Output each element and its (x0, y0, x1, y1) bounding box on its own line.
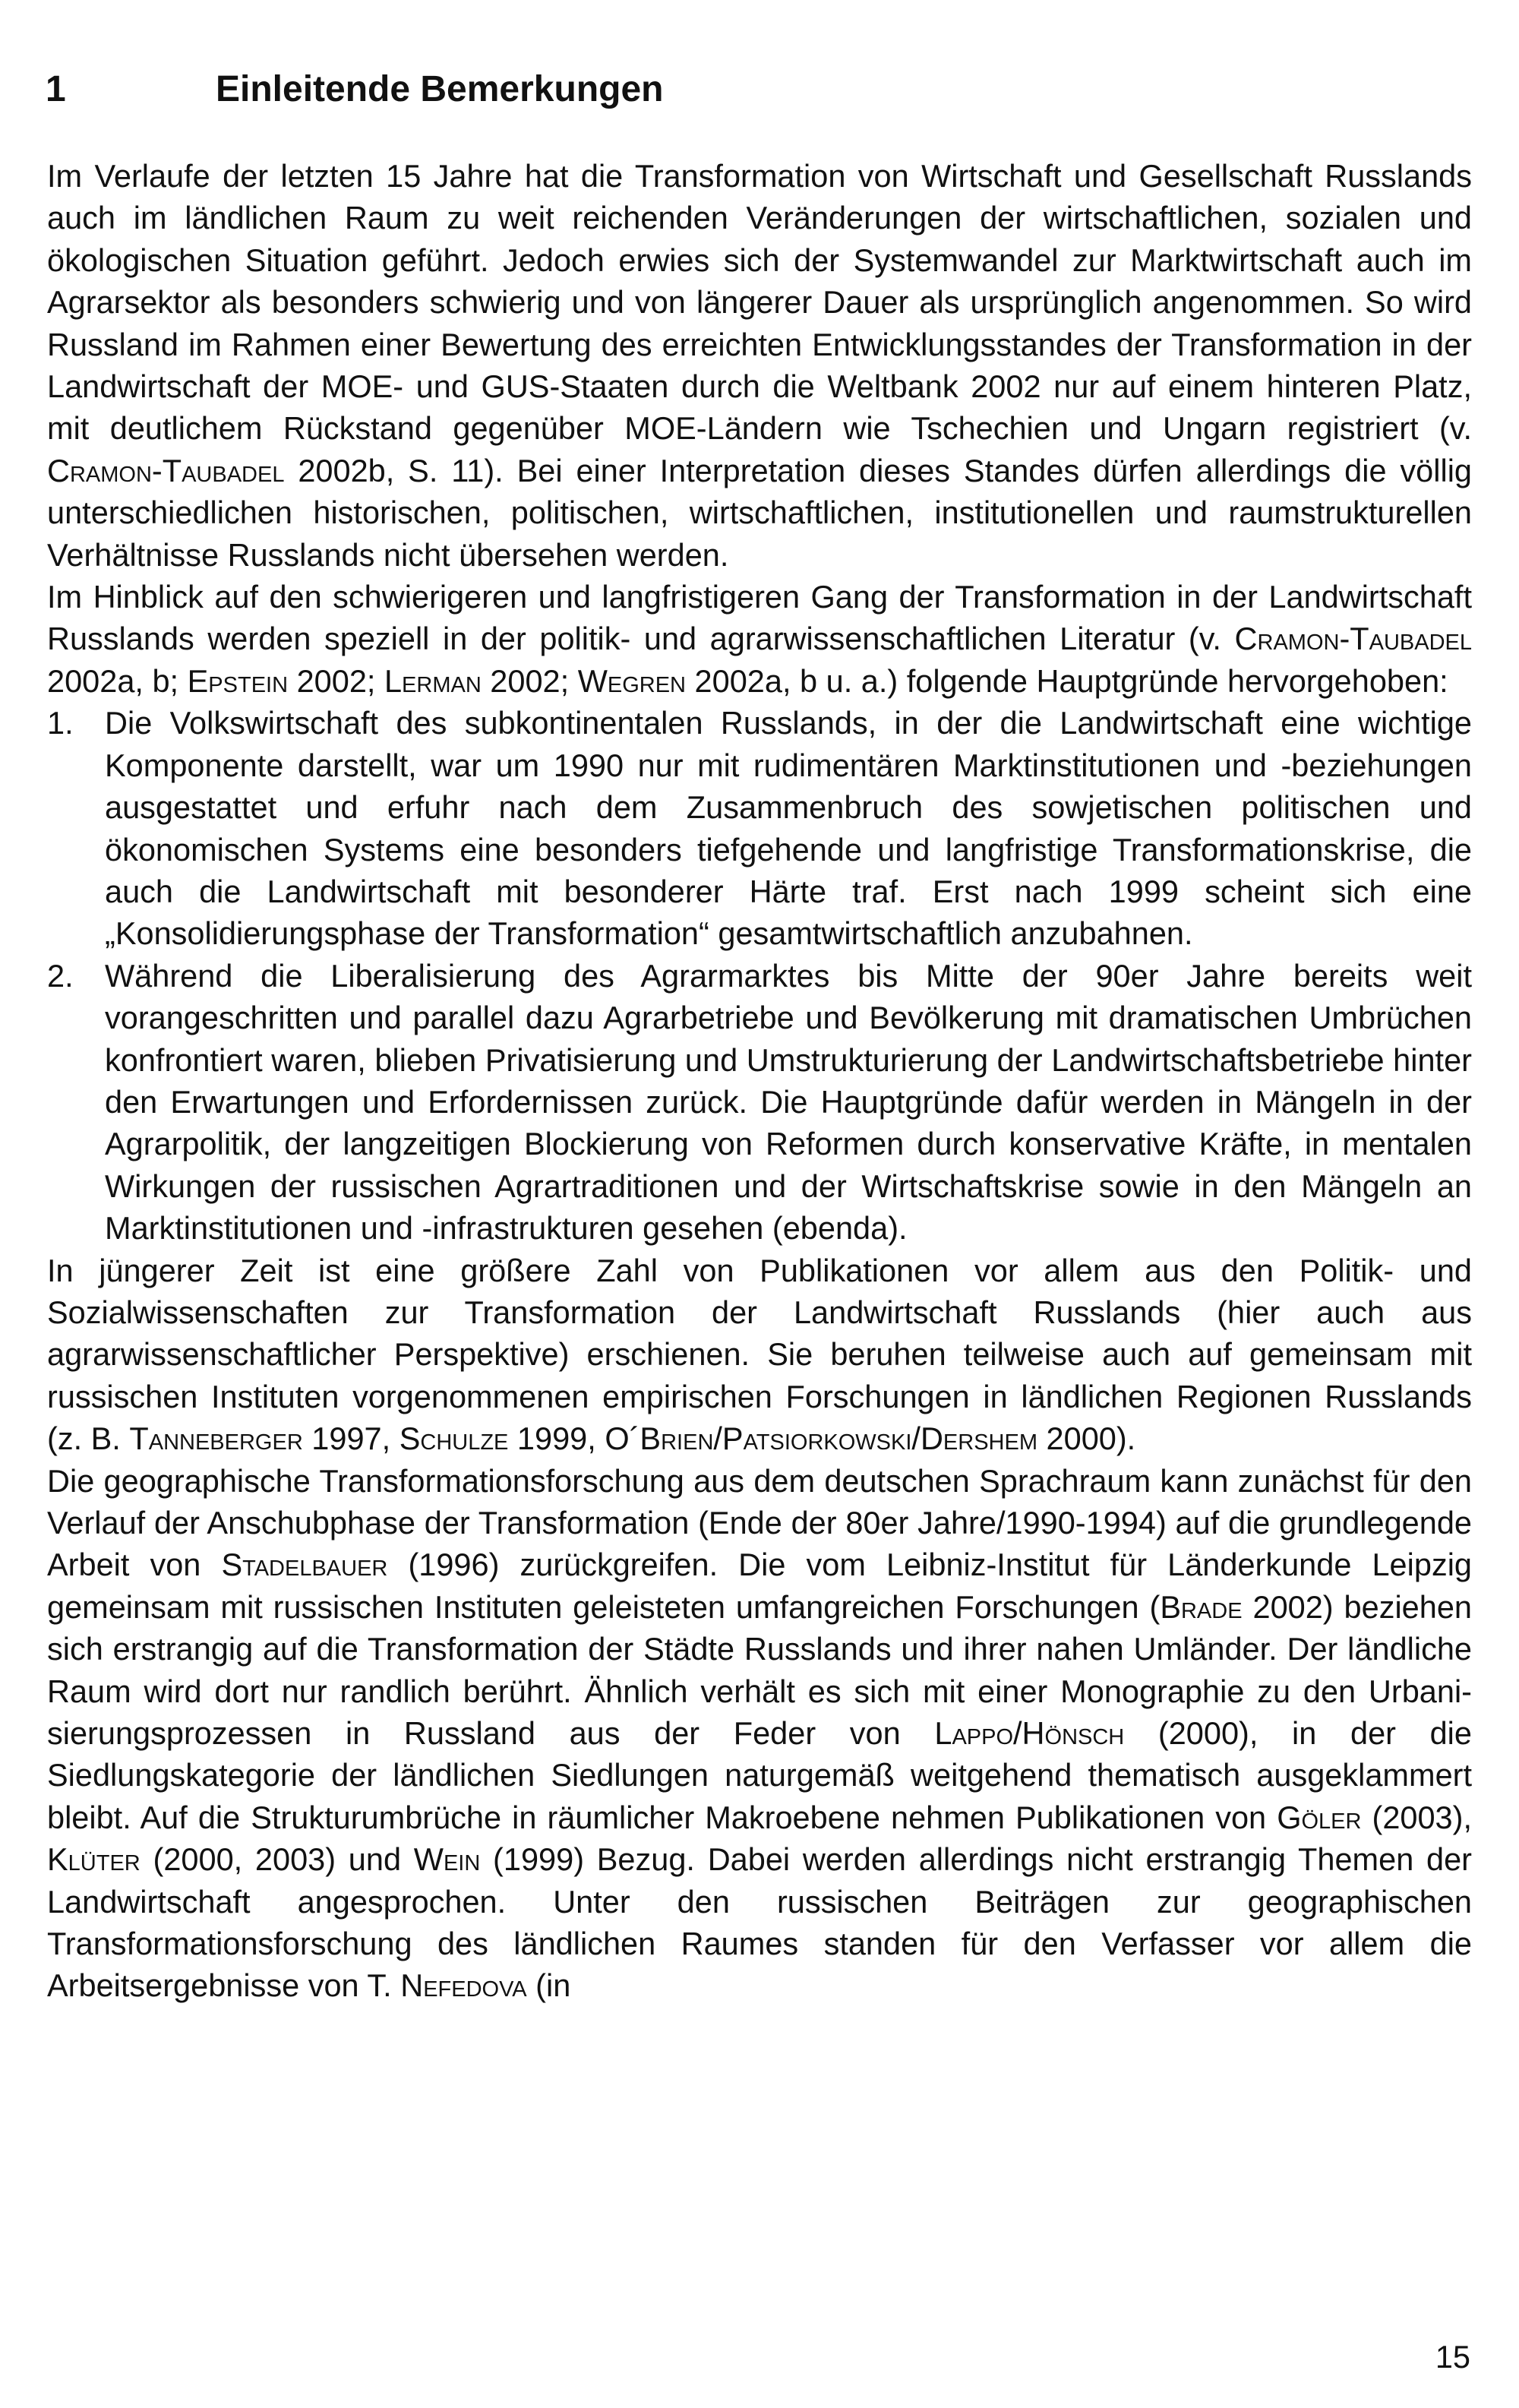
author-name: Epstein (187, 662, 289, 699)
paragraph-3 (47, 1250, 1472, 1460)
text-run: 2002) beziehen sich erstrangig auf die Transformation der Städte Russlands und ihrer nahen Umländer. Der ländliche Raum wird dort nur randlich berührt. Ähnlich verhält es sich mit einer Monographie zu den Urbanisierungsprozessen in Russland aus der Feder von (47, 1588, 1472, 1752)
author-name: Göler (1277, 1799, 1362, 1835)
paragraph-1 (47, 155, 1472, 576)
text-run: (2003), (1361, 1799, 1472, 1835)
author-name: Stadelbauer (221, 1547, 388, 1583)
reasons-list (47, 702, 1472, 1249)
paragraph-2 (47, 576, 1472, 702)
text-run: 1999, (508, 1420, 605, 1457)
text-run: (2000), in der die Siedlungskategorie der ländlichen Siedlungen naturgemäß weitgehend thematisch ausgeklammert bleibt. Auf die Strukturumbrüche in räumlicher Makroebene nehmen Publikationen von (47, 1715, 1472, 1835)
author-name: Wegren (577, 662, 687, 699)
text-run: 2002b, S. 11). Bei einer Interpretation dieses Standes dürfen allerdings die völlig unterschiedlichen historischen, politischen, wirtschaftlichen, institutionellen und raumstrukturellen Verhältnisse Russlands nicht übersehen werden. (47, 452, 1472, 573)
text-run: (2000, 2003) und (140, 1841, 414, 1878)
author-name: O´Brien/Patsiorkowski/Dershem (605, 1420, 1037, 1457)
text-run: (1999) Bezug. Dabei werden allerdings nicht erstrangig Themen der Landwirtschaft angesprochen. Unter den russischen Beiträgen zur geographischen Transformationsforschung des ländlichen Raumes standen für den Verfasser vor allem die Arbeitsergebnisse von T. (47, 1841, 1472, 2004)
text-run: 2002a, b; (47, 662, 188, 699)
author-name: Cramon-Taubadel (1234, 621, 1472, 657)
text-run: (1996) zurückgreifen. Die vom Leibniz-Institut für Länderkunde Leipzig gemeinsam mit russischen Instituten geleisteten umfangreichen Forschungen ( (47, 1547, 1472, 1625)
list-marker: 1. (47, 705, 74, 741)
text-run: Die geographische Transformationsforschung aus dem deutschen Sprachraum kann zunächst für den Verlauf der Anschubphase der Transformation (Ende der 80er Jahre/1990-1994) auf die grundlegende Arbeit von (47, 1462, 1472, 1583)
text-run: 1997, (302, 1420, 399, 1457)
section-title: Einleitende Bemerkungen (216, 69, 664, 109)
author-name: Brade (1160, 1588, 1243, 1625)
author-name: Wein (413, 1841, 481, 1878)
section-number: 1 (46, 69, 66, 109)
list-item-text: Während die Liberalisierung des Agrarmarktes bis Mitte der 90er Jahre bereits weit vorangeschritten und parallel dazu Agrarbetriebe und Bevölkerung mit dramatischen Umbrüchen konfrontiert waren, blieben Privatisierung und Umstrukturierung der Landwirtschaftsbetriebe hinter den Erwartungen und Erfordernissen zurück. Die Hauptgründe dafür werden in Mängeln in der Agrarpolitik, der langzeitigen Blockierung von Reformen durch konservative Kräfte, in mentalen Wirkungen der russischen Agrartraditionen und der Wirtschaftskrise sowie in den Mängeln an Marktinstitutionen und -infrastrukturen gesehen (ebenda). (105, 957, 1472, 1247)
text-run: (in (526, 1967, 571, 2004)
list-marker: 2. (47, 957, 74, 994)
author-name: Lerman (384, 662, 482, 699)
list-item-text: Die Volkswirtschaft des subkontinentalen Russlands, in der die Landwirtschaft eine wichtige Komponente darstellt, war um 1990 nur mit rudimentären Marktinstitutionen und -beziehungen ausgestattet und erfuhr nach dem Zusammenbruch des sowjetischen politischen und ökonomischen Systems eine besonders tiefgehende und langfristige Transformationskrise, die auch die Landwirtschaft mit besonderer Härte traf. Erst nach 1999 scheint sich eine „Konsolidierungsphase der Transformation“ gesamtwirtschaftlich anzubahnen. (105, 705, 1472, 952)
text-run: Im Verlaufe der letzten 15 Jahre hat die Transformation von Wirtschaft und Gesellschaft Russlands auch im ländlichen Raum zu weit reichenden Veränderungen der wirtschaftlichen, sozialen und ökologischen Situation geführt. Jedoch erwies sich der Systemwandel zur Marktwirtschaft auch im Agrarsektor als besonders schwierig und von längerer Dauer als ursprünglich angenommen. So wird Russland im Rahmen einer Bewertung des erreichten Entwicklungsstandes der Transformation in der Landwirtschaft der MOE- und GUS-Staaten durch die Weltbank 2002 nur auf einem hinteren Platz, mit deutlichem Rückstand gegenüber MOE-Ländern wie Tschechien und Ungarn registriert (v. (47, 158, 1472, 447)
author-name: Nefedova (400, 1967, 527, 2004)
author-name: Lappo/Hönsch (934, 1715, 1125, 1752)
body-text (47, 155, 1472, 2007)
page-number: 15 (1435, 2339, 1470, 2375)
text-run: In jüngerer Zeit ist eine größere Zahl von Publikationen vor allem aus den Politik- und Sozialwissenschaften zur Transformation der Landwirtschaft Russlands (hier auch aus agrarwissenschaftlicher Perspektive) erschienen. Sie beruhen teilweise auch auf gemeinsam mit russischen Instituten vorgenommenen empirischen Forschungen in ländlichen Regionen Russlands (z. B. (47, 1252, 1472, 1457)
text-run: 2002a, b u. a.) folgende Hauptgründe hervorgehoben: (686, 662, 1448, 699)
author-name: Klüter (47, 1841, 141, 1878)
text-run: 2000). (1037, 1420, 1136, 1457)
section-heading (46, 71, 663, 108)
author-name: Schulze (399, 1420, 509, 1457)
text-run: 2002; (481, 662, 578, 699)
paragraph-4 (47, 1460, 1472, 2007)
author-name: Tanneberger (129, 1420, 303, 1457)
list-item (47, 955, 1472, 1250)
text-run: 2002; (288, 662, 384, 699)
text-run: Im Hinblick auf den schwierigeren und langfristigeren Gang der Transformation in der Landwirtschaft Russlands werden speziell in der politik- und agrarwissenschaftlichen Literatur (v. (47, 579, 1472, 657)
author-name: Cramon-Taubadel (47, 452, 285, 488)
list-item (47, 702, 1472, 954)
